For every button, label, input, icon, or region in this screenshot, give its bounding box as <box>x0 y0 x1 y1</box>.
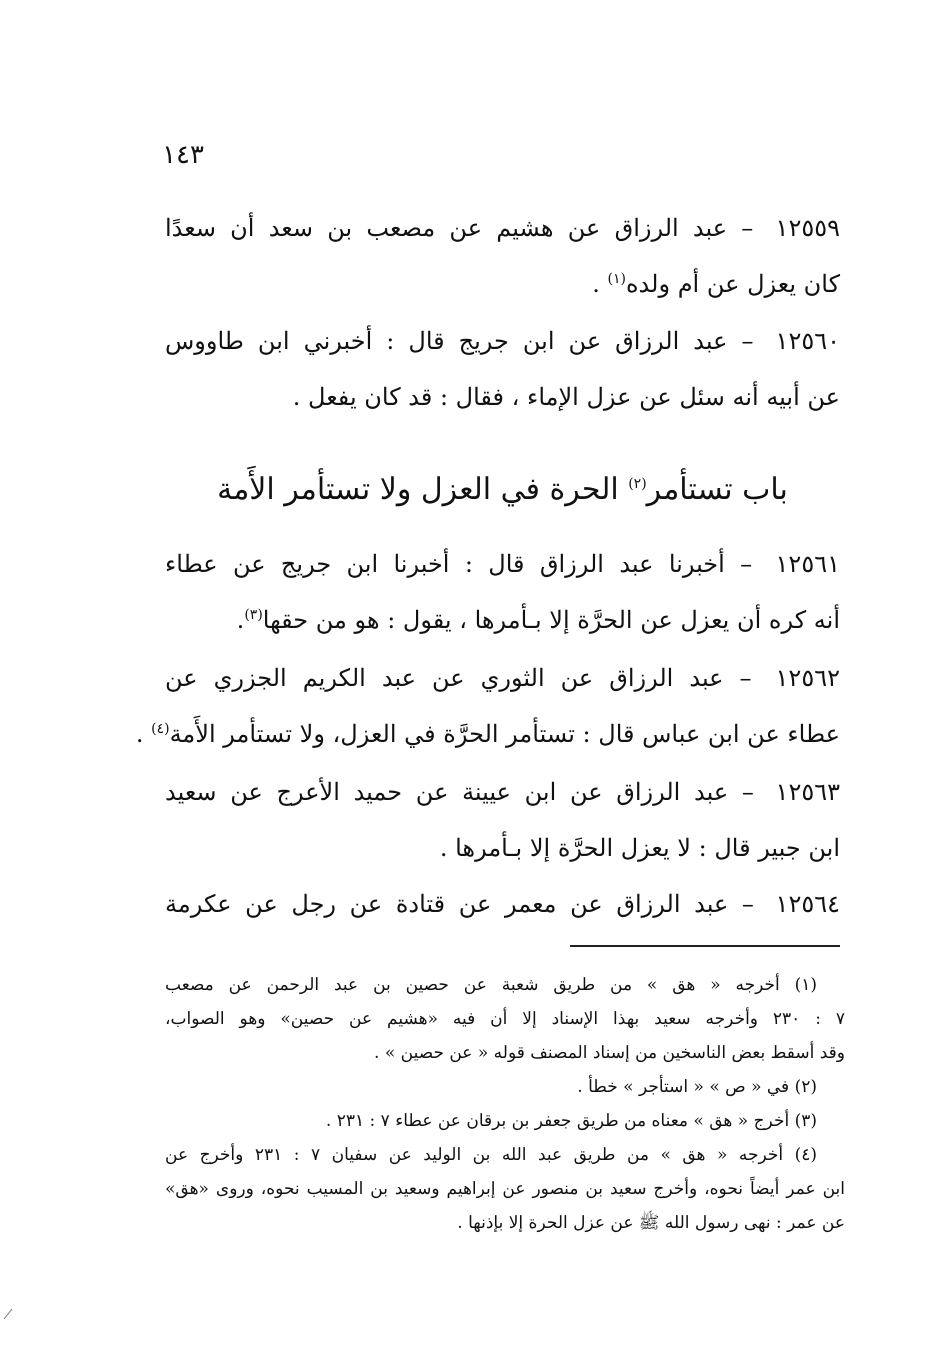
scan-margin-mark <box>2 1306 16 1320</box>
hadith-entry-12559 <box>165 200 840 312</box>
entry-text-end: . <box>236 606 245 634</box>
entry-line <box>165 536 840 592</box>
page-number: ١٤٣ <box>162 140 204 170</box>
entry-text: – عبد الرزاق عن الثوري عن عبد الكريم الجزري عن <box>165 664 752 692</box>
footnote-3: (٣) أخرج « هق » معناه من طريق جعفر بن برقان عن عطاء ٧ : ٢٣١ . <box>325 1111 817 1131</box>
hadith-entry-12562 <box>135 650 840 762</box>
entry-text: – عبد الرزاق عن معمر عن قتادة عن رجل عن عكرمة <box>165 890 754 918</box>
entry-line <box>165 256 840 312</box>
entry-text: كان يعزل عن أم ولده <box>625 270 840 298</box>
entry-text: عن أبيه أنه سئل عن عزل الإماء ، فقال : قد كان يفعل . <box>292 383 840 411</box>
entry-line <box>165 764 840 820</box>
footnote-1-line-1: (١) أخرجه « هق » من طريق شعبة عن حصين بن عبد الرحمن عن مصعب <box>165 975 817 995</box>
hadith-entry-12561 <box>165 536 840 648</box>
entry-text: – عبد الرزاق عن ابن عيينة عن حميد الأعرج عن سعيد <box>165 778 754 806</box>
footnote-ref: (٢) <box>628 476 647 492</box>
footnote-separator <box>570 945 840 947</box>
entry-line <box>165 592 840 648</box>
entry-number: ١٢٥٥٩ <box>775 214 840 242</box>
footnote-ref: (٣) <box>244 607 263 623</box>
entry-text: – أخبرنا عبد الرزاق قال : أخبرنا ابن جريج عن عطاء <box>165 550 753 578</box>
entry-text-end: . <box>592 270 608 298</box>
entry-number: ١٢٥٦٠ <box>775 327 840 355</box>
footnote-4-line-1: (٤) أخرجه « هق » من طريق عبد الله بن الوليد عن سفيان ٧ : ٢٣١ وأخرج عن <box>165 1145 817 1165</box>
entry-text: – عبد الرزاق عن ابن جريج قال : أخبرني ابن طاووس <box>165 327 754 355</box>
entry-number: ١٢٥٦١ <box>775 550 840 578</box>
entry-text: عطاء عن ابن عباس قال : تستأمر الحرَّة في العزل، ولا تستأمر الأَمة <box>169 720 840 748</box>
footnote-4-line-3: عن عمر : نهى رسول الله ﷺ عن عزل الحرة إلا بإذنها . <box>457 1213 845 1233</box>
footnote-ref: (١) <box>607 271 626 287</box>
hadith-entry-12560 <box>165 313 840 425</box>
entry-number: ١٢٥٦٣ <box>775 778 840 806</box>
chapter-heading <box>165 462 840 518</box>
entry-number: ١٢٥٦٢ <box>775 664 840 692</box>
entry-line <box>165 876 840 932</box>
entry-line <box>135 706 840 762</box>
chapter-title-part2: الحرة في العزل ولا تستأمر الأَمة <box>217 472 629 507</box>
entry-text-end: . <box>135 720 152 748</box>
entry-text: أنه كره أن يعزل عن الحرَّة إلا بـأمرها ، يقول : هو من حقها <box>262 606 840 634</box>
chapter-title-part1: باب تستأمر <box>646 472 788 507</box>
footnote-4-line-2: ابن عمر أيضاً نحوه، وأخرج سعيد بن منصور عن إبراهيم وسعيد بن المسيب نحوه، وروى «هق» <box>165 1179 845 1199</box>
footnotes-section <box>165 968 845 1240</box>
entry-text: – عبد الرزاق عن هشيم عن مصعب بن سعد أن سعدًا <box>165 214 754 242</box>
entry-line <box>165 200 840 256</box>
entry-line <box>165 313 840 369</box>
hadith-entry-12564 <box>165 876 840 932</box>
footnote-ref: (٤) <box>151 721 170 737</box>
entry-number: ١٢٥٦٤ <box>775 890 840 918</box>
entry-line <box>165 369 840 425</box>
footnote-2: (٢) في « ص » « استأجر » خطأ . <box>577 1077 817 1097</box>
entry-line <box>165 820 840 876</box>
hadith-entry-12563 <box>165 764 840 876</box>
entry-text: ابن جبير قال : لا يعزل الحرَّة إلا بـأمرها . <box>439 834 840 862</box>
footnote-1-line-2: ٧ : ٢٣٠ وأخرجه سعيد بهذا الإسناد إلا أن فيه «هشيم عن حصين» وهو الصواب، <box>165 1009 846 1029</box>
entry-line <box>165 650 840 706</box>
footnote-1-line-3: وقد أسقط بعض الناسخين من إسناد المصنف قوله « عن حصين » . <box>374 1043 845 1063</box>
